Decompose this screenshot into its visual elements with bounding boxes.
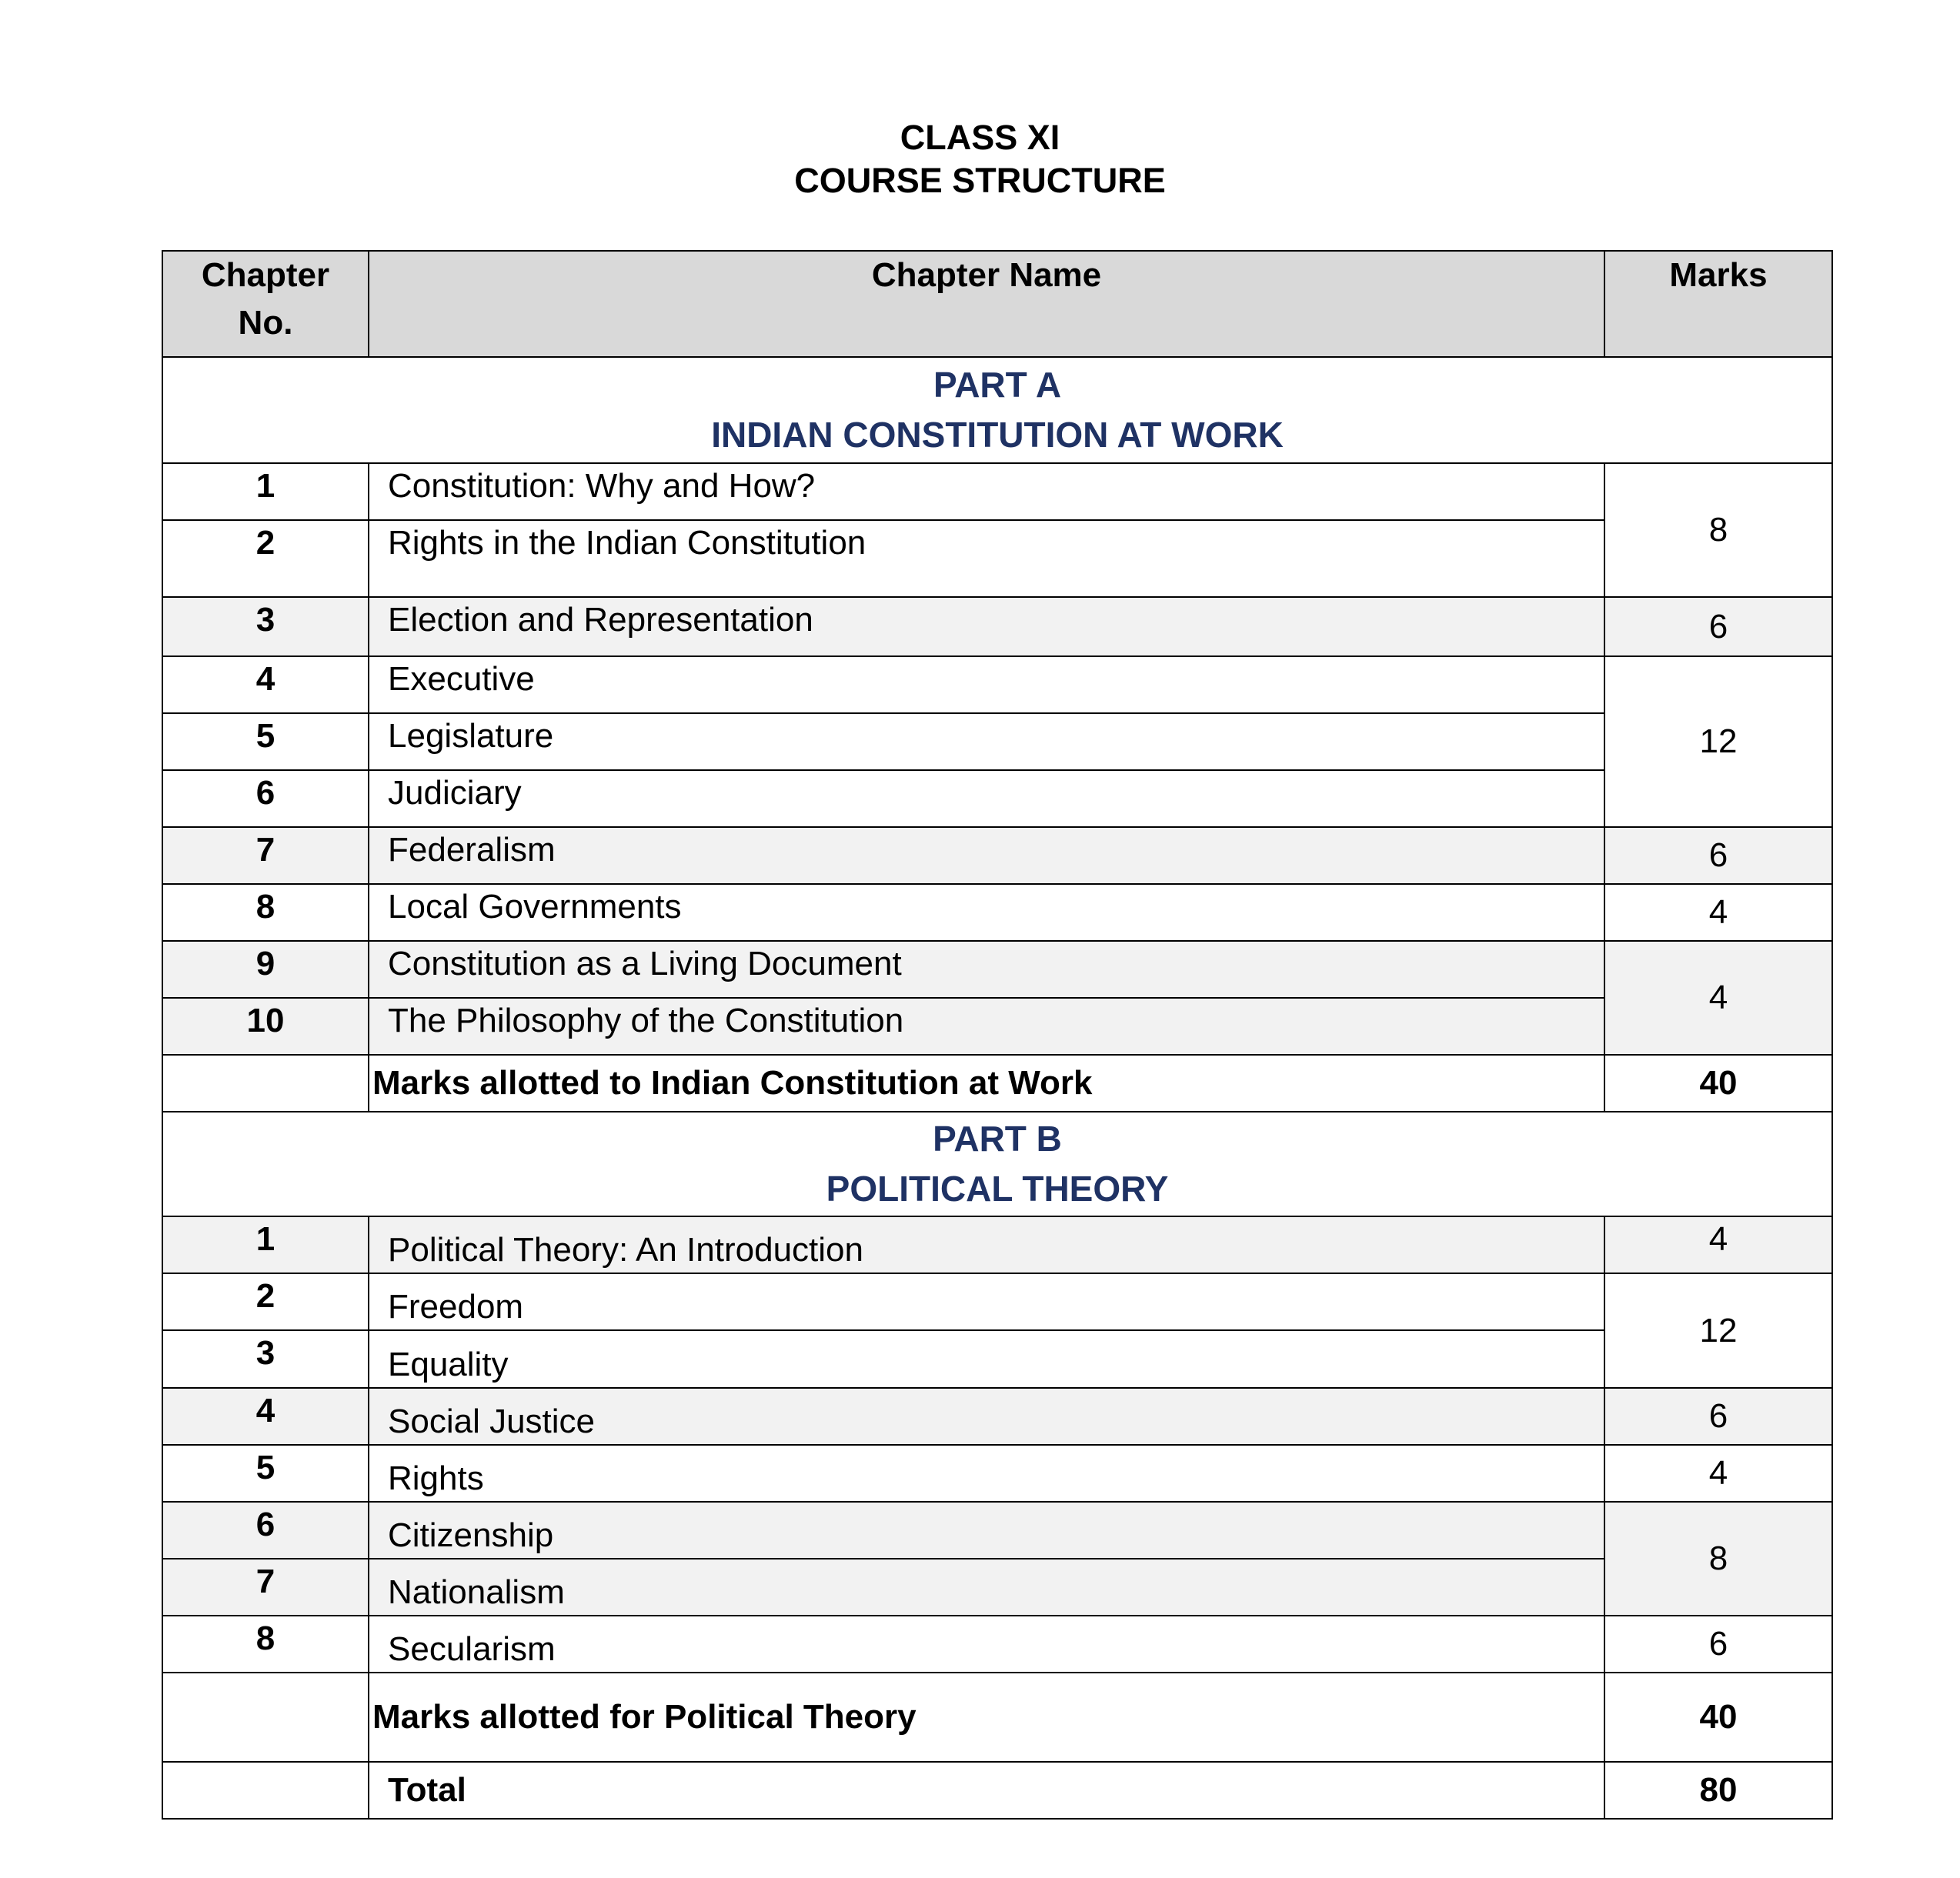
document-subtitle: COURSE STRUCTURE: [794, 161, 1166, 200]
part-b-subtitle: POLITICAL THEORY: [826, 1169, 1169, 1209]
chapter-name: Equality: [369, 1330, 1604, 1388]
part-a-heading: [162, 357, 1832, 463]
table-row: [162, 597, 1832, 656]
table-row: [162, 1502, 1832, 1559]
part-b-subtotal-value: 40: [1604, 1673, 1832, 1762]
header-chapter-name: Chapter Name: [369, 251, 1604, 357]
table-row: [162, 1559, 1832, 1616]
total-value: 80: [1604, 1762, 1832, 1819]
chapter-name: Nationalism: [369, 1559, 1604, 1616]
total-label: Total: [369, 1762, 1604, 1819]
part-a-subtotal-row: [162, 1055, 1832, 1112]
chapter-name: The Philosophy of the Constitution: [369, 998, 1604, 1055]
table-row: [162, 1330, 1832, 1388]
part-b-heading-row: [162, 1112, 1832, 1216]
part-b-subtotal-label: Marks allotted for Political Theory: [369, 1673, 1604, 1762]
chapter-name: Judiciary: [369, 770, 1604, 827]
document-title: CLASS XI: [900, 118, 1060, 157]
part-a-subtitle: INDIAN CONSTITUTION AT WORK: [711, 415, 1284, 455]
chapter-no: 3: [162, 597, 369, 656]
chapter-no: 6: [162, 770, 369, 827]
chapter-no: 7: [162, 1559, 369, 1616]
table-row: [162, 998, 1832, 1055]
chapter-name: Social Justice: [369, 1388, 1604, 1445]
chapter-no: 4: [162, 1388, 369, 1445]
chapter-no: 5: [162, 713, 369, 770]
chapter-name: Rights in the Indian Constitution: [369, 520, 1604, 597]
table-row: [162, 941, 1832, 998]
chapter-no: 9: [162, 941, 369, 998]
table-row: [162, 884, 1832, 941]
part-a-subtotal-label: Marks allotted to Indian Constitution at Work: [369, 1055, 1604, 1112]
chapter-no: 5: [162, 1445, 369, 1502]
marks-cell: 4: [1604, 1445, 1832, 1502]
marks-cell: 4: [1604, 941, 1832, 1055]
course-structure-table: [162, 250, 1833, 1820]
chapter-name: Constitution: Why and How?: [369, 463, 1604, 520]
part-b-title: PART B: [933, 1119, 1062, 1159]
table-row: [162, 713, 1832, 770]
table-row: [162, 656, 1832, 713]
chapter-name: Citizenship: [369, 1502, 1604, 1559]
chapter-no: 6: [162, 1502, 369, 1559]
table-row: [162, 1216, 1832, 1273]
chapter-name: Rights: [369, 1445, 1604, 1502]
chapter-name: Executive: [369, 656, 1604, 713]
marks-cell: 6: [1604, 1388, 1832, 1445]
part-a-heading-row: [162, 357, 1832, 463]
marks-cell: 4: [1604, 884, 1832, 941]
table-row: [162, 1273, 1832, 1330]
chapter-no: 7: [162, 827, 369, 884]
table-row: [162, 520, 1832, 597]
marks-cell: 8: [1604, 1502, 1832, 1616]
chapter-no: 2: [162, 1273, 369, 1330]
empty-cell: [162, 1762, 369, 1819]
chapter-no: 8: [162, 884, 369, 941]
marks-cell: 6: [1604, 1616, 1832, 1673]
table-row: [162, 827, 1832, 884]
chapter-name: Secularism: [369, 1616, 1604, 1673]
chapter-name: Freedom: [369, 1273, 1604, 1330]
chapter-name: Election and Representation: [369, 597, 1604, 656]
chapter-name: Local Governments: [369, 884, 1604, 941]
chapter-name: Legislature: [369, 713, 1604, 770]
chapter-name: Constitution as a Living Document: [369, 941, 1604, 998]
header-marks: Marks: [1604, 251, 1832, 357]
chapter-no: 2: [162, 520, 369, 597]
chapter-no: 3: [162, 1330, 369, 1388]
chapter-no: 1: [162, 1216, 369, 1273]
part-b-subtotal-row: [162, 1673, 1832, 1762]
empty-cell: [162, 1055, 369, 1112]
chapter-name: Federalism: [369, 827, 1604, 884]
table-row: [162, 770, 1832, 827]
chapter-no: 10: [162, 998, 369, 1055]
part-b-heading: [162, 1112, 1832, 1216]
table-row: [162, 1388, 1832, 1445]
marks-cell: 8: [1604, 463, 1832, 597]
header-chapter-no: Chapter No.: [162, 251, 369, 357]
chapter-no: 1: [162, 463, 369, 520]
table-row: [162, 1616, 1832, 1673]
marks-cell: 12: [1604, 1273, 1832, 1388]
table-row: [162, 463, 1832, 520]
chapter-no: 8: [162, 1616, 369, 1673]
chapter-name: Political Theory: An Introduction: [369, 1216, 1604, 1273]
header-row: [162, 251, 1832, 357]
total-row: [162, 1762, 1832, 1819]
part-a-title: PART A: [933, 365, 1062, 405]
marks-cell: 4: [1604, 1216, 1832, 1273]
empty-cell: [162, 1673, 369, 1762]
part-a-subtotal-value: 40: [1604, 1055, 1832, 1112]
table-row: [162, 1445, 1832, 1502]
marks-cell: 6: [1604, 827, 1832, 884]
marks-cell: 12: [1604, 656, 1832, 827]
marks-cell: 6: [1604, 597, 1832, 656]
chapter-no: 4: [162, 656, 369, 713]
